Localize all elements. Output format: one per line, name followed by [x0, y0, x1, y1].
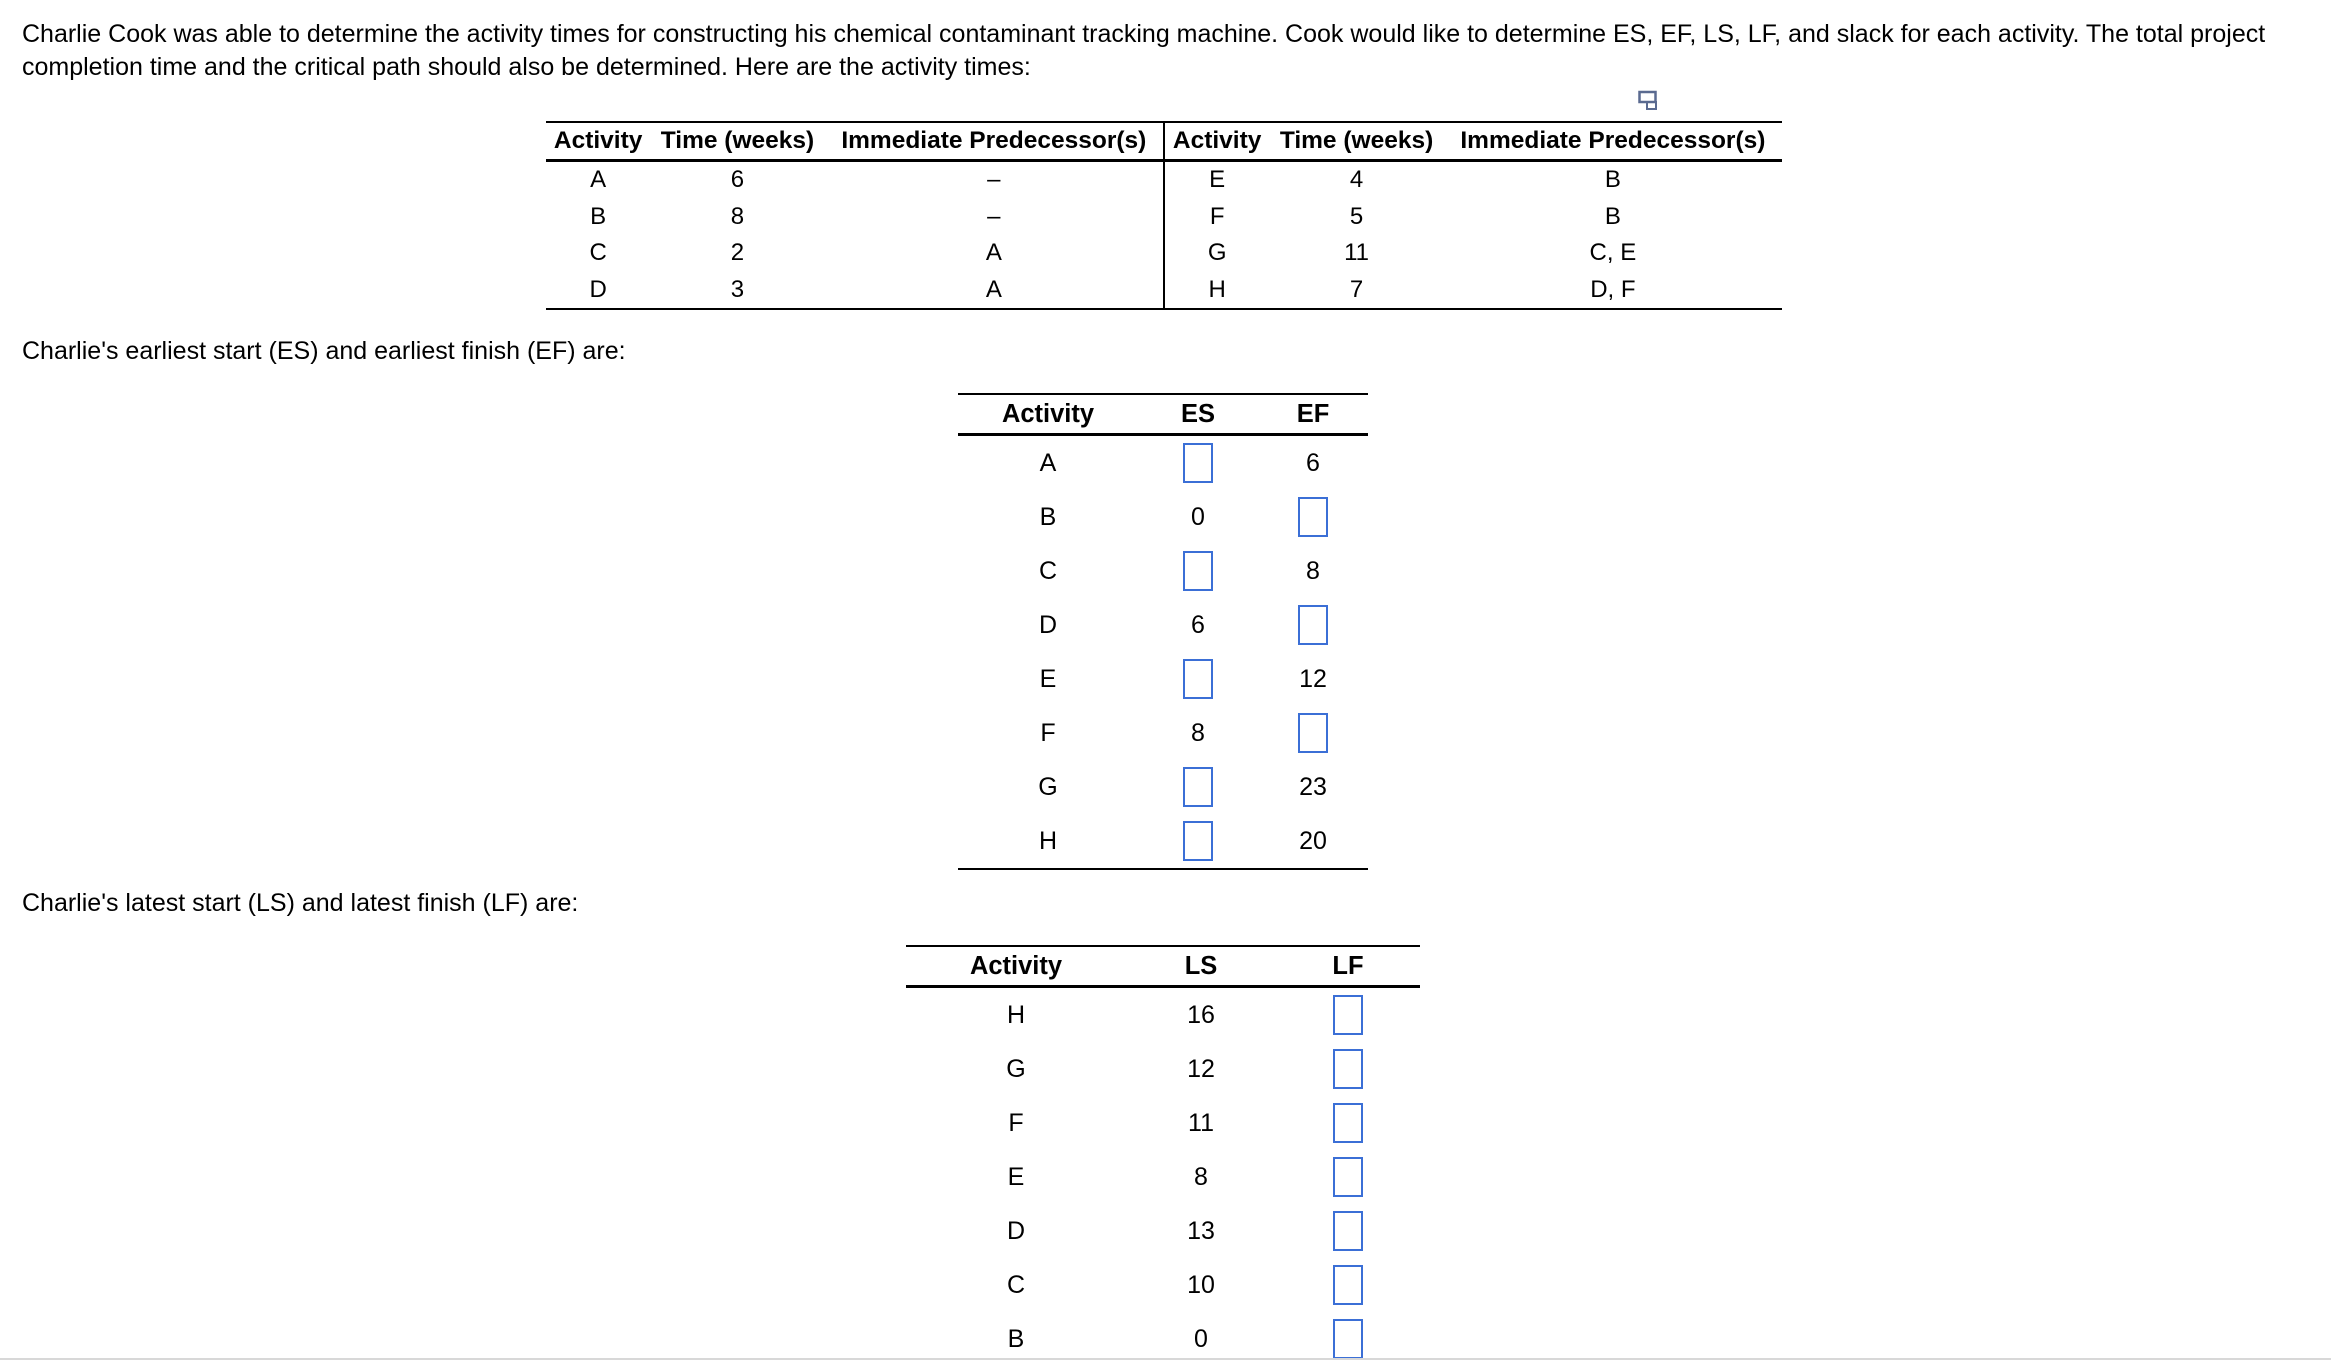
- answer-input-box[interactable]: [1333, 1157, 1363, 1197]
- cell: H: [1208, 275, 1226, 303]
- header-activity: Activity: [1164, 122, 1269, 161]
- cell: C: [1038, 556, 1058, 585]
- cell: H: [1006, 1000, 1026, 1029]
- cell: G: [1038, 772, 1058, 801]
- cell: 20: [1299, 826, 1327, 855]
- problem-statement: Charlie Cook was able to determine the activity times for constructing his chemical contaminant tracking machine. Cook would like to determine ES, EF, LS, LF, and slack for each activity. The total project completion time and the critical path should also be determined. Here are the activity times:: [22, 20, 2266, 81]
- cell: B: [590, 202, 607, 230]
- cell: 12: [1187, 1054, 1215, 1083]
- cell: 0: [1191, 502, 1205, 531]
- table-row: [906, 1096, 1420, 1150]
- header-activity: Activity: [958, 394, 1138, 435]
- answer-input-box[interactable]: [1333, 1049, 1363, 1089]
- cell: 11: [1188, 1108, 1214, 1137]
- cell: B: [1007, 1324, 1025, 1353]
- header-ef: EF: [1258, 394, 1368, 435]
- cell: 6: [1191, 610, 1205, 639]
- cell: A: [825, 235, 1164, 272]
- cell: H: [1038, 826, 1058, 855]
- answer-input-box[interactable]: [1333, 995, 1363, 1035]
- cell: 8: [1306, 556, 1320, 585]
- header-lf: LF: [1276, 946, 1420, 987]
- cell: 8: [730, 202, 745, 230]
- ls-lf-table: [906, 945, 1420, 1366]
- cell: 4: [1349, 166, 1364, 194]
- cell: 12: [1299, 664, 1327, 693]
- cell: 6: [1306, 448, 1320, 477]
- cell: E: [1209, 166, 1226, 194]
- cell: D: [589, 275, 607, 303]
- answer-cell: [1276, 1096, 1420, 1150]
- cell: 7: [1349, 275, 1364, 303]
- page-bottom-divider: [0, 1358, 2331, 1360]
- cell: E: [1007, 1162, 1025, 1191]
- header-activity: Activity: [906, 946, 1126, 987]
- cell: 11: [1344, 239, 1369, 267]
- cell: F: [1209, 202, 1225, 230]
- cell: 5: [1349, 202, 1364, 230]
- cell: 10: [1187, 1270, 1215, 1299]
- cell: F: [1008, 1108, 1024, 1137]
- header-predecessors: Immediate Predecessor(s): [1444, 122, 1782, 161]
- cell: C, E: [1589, 239, 1637, 267]
- ls-header-row: [906, 946, 1420, 987]
- table-row: [906, 1204, 1420, 1258]
- answer-cell: [1276, 1150, 1420, 1204]
- table-row: [906, 1042, 1420, 1096]
- cell: 3: [730, 275, 745, 303]
- cell: B: [1039, 502, 1057, 531]
- table-row: [906, 987, 1420, 1043]
- cell: D, F: [1590, 275, 1636, 303]
- answer-input-box[interactable]: [1333, 1211, 1363, 1251]
- answer-input-box[interactable]: [1333, 1319, 1363, 1359]
- cell: G: [1006, 1054, 1026, 1083]
- cell: –: [825, 199, 1164, 236]
- cell: 6: [730, 166, 745, 194]
- cell: 23: [1299, 772, 1327, 801]
- cell: 8: [1194, 1162, 1208, 1191]
- cell: E: [1039, 664, 1057, 693]
- cell: B: [1604, 166, 1621, 194]
- cell: –: [825, 161, 1164, 199]
- cell: A: [1039, 448, 1057, 477]
- header-time: Time (weeks): [1269, 122, 1443, 161]
- cell: D: [1006, 1216, 1026, 1245]
- answer-cell: [1276, 1204, 1420, 1258]
- cell: A: [825, 272, 1164, 310]
- cell: D: [1038, 610, 1058, 639]
- header-ls: LS: [1126, 946, 1276, 987]
- cell: F: [1040, 718, 1056, 747]
- cell: 0: [1194, 1324, 1208, 1353]
- es-ef-prompt: Charlie's earliest start (ES) and earliest finish (EF) are:: [22, 337, 626, 365]
- cell: 2: [730, 239, 745, 267]
- answer-input-box[interactable]: [1333, 1265, 1363, 1305]
- header-es: ES: [1138, 394, 1258, 435]
- answer-cell: [1276, 1258, 1420, 1312]
- header-activity: Activity: [546, 122, 650, 161]
- answer-cell: [1276, 1042, 1420, 1096]
- cell: G: [1207, 239, 1227, 267]
- header-predecessors: Immediate Predecessor(s): [825, 122, 1164, 161]
- table-row: [906, 1258, 1420, 1312]
- header-time: Time (weeks): [650, 122, 824, 161]
- table-row: [906, 1150, 1420, 1204]
- ls-lf-prompt: Charlie's latest start (LS) and latest finish (LF) are:: [22, 889, 579, 917]
- cell: 13: [1187, 1216, 1215, 1245]
- cell: C: [589, 239, 607, 267]
- cell: C: [1006, 1270, 1026, 1299]
- cell: 8: [1191, 718, 1205, 747]
- cell: A: [590, 166, 607, 194]
- answer-cell: [1276, 987, 1420, 1043]
- cell: B: [1604, 202, 1621, 230]
- cell: 16: [1187, 1000, 1215, 1029]
- answer-input-box[interactable]: [1333, 1103, 1363, 1143]
